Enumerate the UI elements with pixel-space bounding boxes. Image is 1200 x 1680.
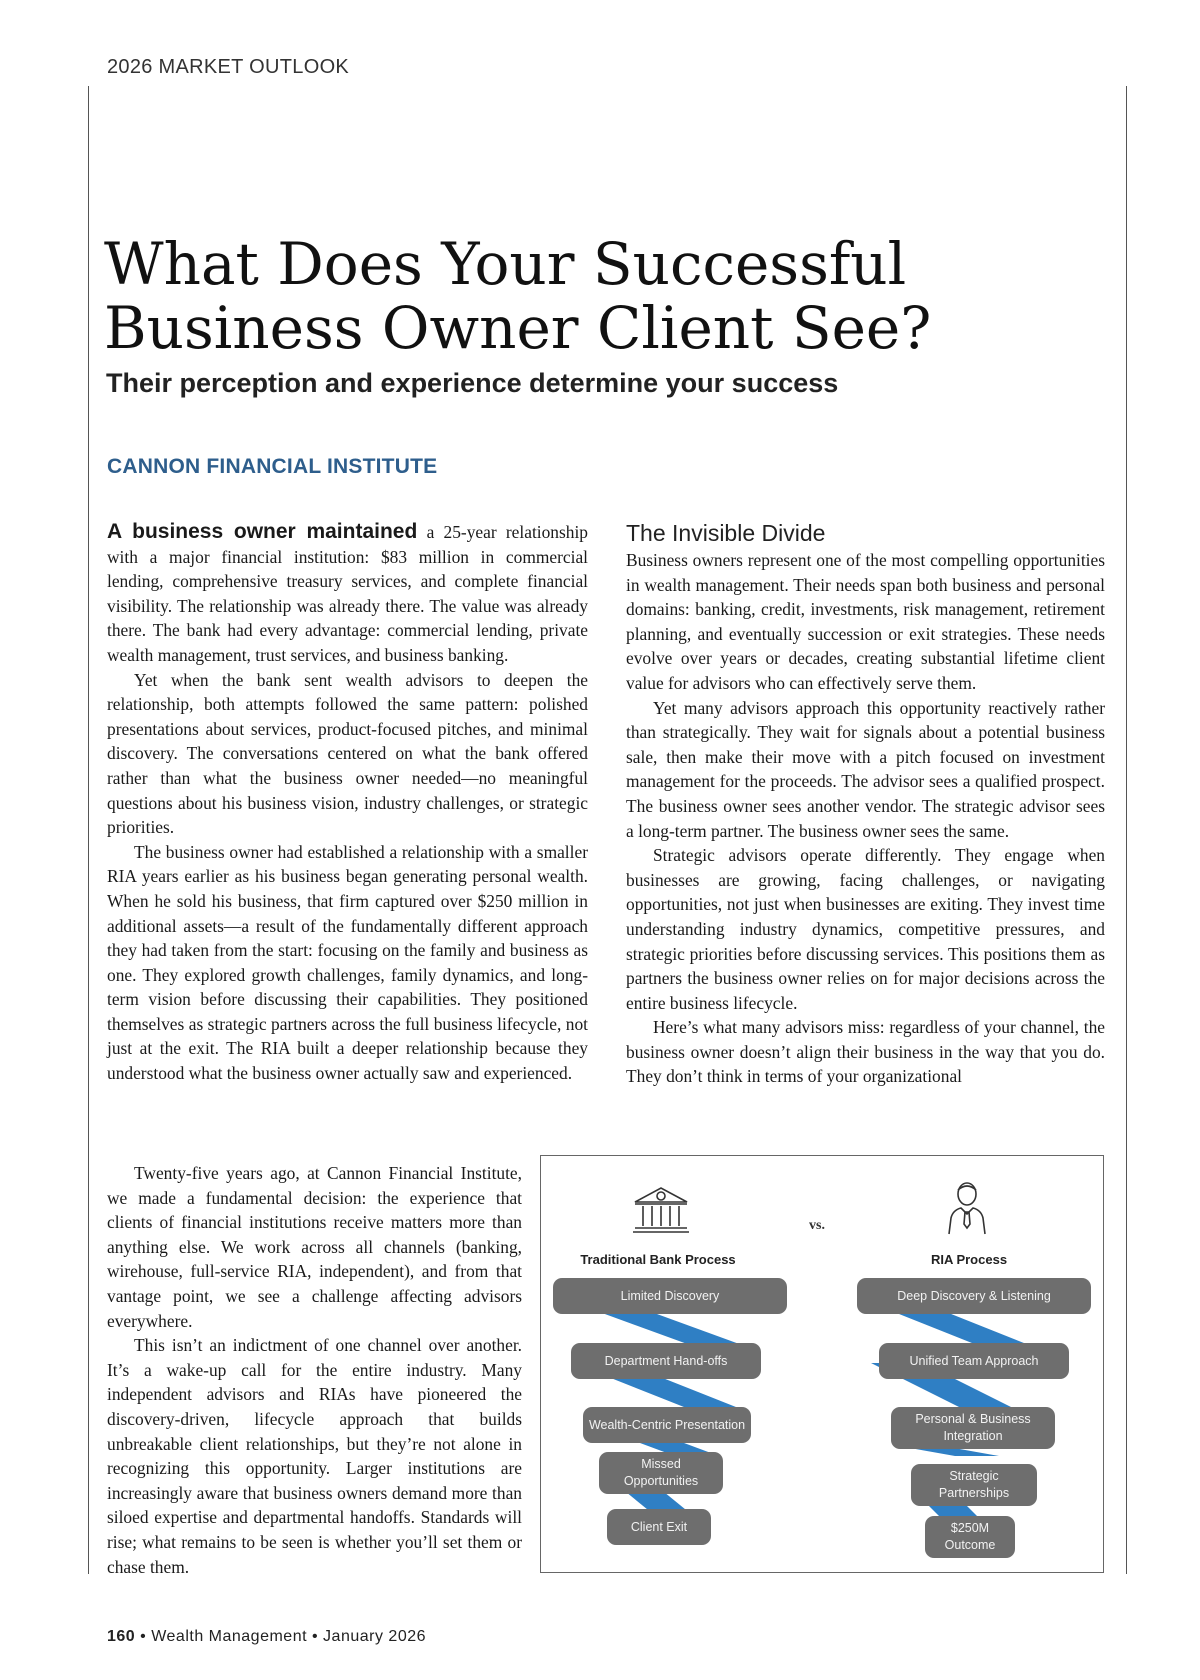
- right-step-1: Deep Discovery & Listening: [857, 1278, 1091, 1314]
- traditional-bank-title: Traditional Bank Process: [580, 1252, 736, 1267]
- section-heading: The Invisible Divide: [626, 520, 826, 546]
- left-step-5: Client Exit: [607, 1509, 711, 1545]
- right-paragraph-1: Business owners represent one of the most compelling opportunities in wealth management. Their needs span both business and personal domains: banking, credit, investments, risk management, retirement planning, and eventually succession or exit strategies. These needs evolve over years or decades, creating substantial lifetime client value for advisors who can effectively serve them.: [626, 550, 1105, 693]
- bank-building-icon: [633, 1188, 689, 1232]
- paragraph-1-text: a 25-year relationship with a major financial institution: $83 million in commercial lending, comprehensive treasury services, and complete financial visibility. The relationship was already there. The value was already there. The bank had every advantage: commercial lending, private wealth management, trust services, and business banking.: [107, 522, 588, 665]
- left-column-top: [107, 520, 588, 1086]
- page-number: 160: [107, 1628, 136, 1645]
- right-step-4: Strategic Partnerships: [911, 1464, 1037, 1506]
- process-comparison-figure: [540, 1155, 1104, 1573]
- paragraph-5: This isn’t an indictment of one channel over another. It’s a wake-up call for the entire industry. Many independent advisors and RIAs have pioneered the discovery-driven, lifecycle approach that builds unbreakable client relationships, but they’re not alone in recognizing this opportunity. Larger institutions are increasingly aware that business owners demand more than siloed expertise and departmental handoffs. Standards will rise; what remains to be seen is whether you’ll set them or chase them.: [107, 1335, 522, 1577]
- paragraph-4: Twenty-five years ago, at Cannon Financial Institute, we made a fundamental decision: the experience that clients of financial institutions receive matters more than anything else. We work across all channels (banking, wirehouse, full-service RIA, independent), and from that vantage point, we see a challenge affecting advisors everywhere.: [107, 1163, 522, 1331]
- lead-in: A business owner maintained: [107, 520, 418, 543]
- article-byline: CANNON FINANCIAL INSTITUTE: [107, 455, 438, 478]
- publication-name: Wealth Management: [151, 1628, 308, 1645]
- section-header: 2026 MARKET OUTLOOK: [107, 56, 350, 78]
- businessman-icon: [949, 1183, 985, 1234]
- right-margin-rule: [1126, 86, 1127, 1574]
- left-step-1: Limited Discovery: [553, 1278, 787, 1314]
- right-paragraph-2: Yet many advisors approach this opportunity reactively rather than strategically. They wait for signals about a potential business sale, then make their move with a pitch focused on investment management for the proceeds. The advisor sees a qualified prospect. The business owner sees another vendor. The strategic advisor sees a long-term partner. The business owner sees the same.: [626, 697, 1105, 841]
- right-paragraph-4: Here’s what many advisors miss: regardless of your channel, the business owner doesn’t align their business in the way that you do. They don’t think in terms of your organizational: [626, 1017, 1105, 1087]
- right-step-3: Personal & Business Integration: [891, 1407, 1055, 1449]
- right-paragraph-3: Strategic advisors operate differently. They engage when businesses are growing, facing challenges, or navigating opportunities, not just when businesses are exiting. They invest time understanding industry dynamics, competitive pressures, and strategic priorities before discussing services. This positions them as partners the business owner relies on for major decisions across the entire business lifecycle.: [626, 845, 1105, 1013]
- right-column: [626, 520, 1105, 1089]
- right-step-5: $250M Outcome: [925, 1516, 1015, 1558]
- left-step-2: Department Hand-offs: [571, 1343, 761, 1379]
- paragraph-3: The business owner had established a relationship with a smaller RIA years earlier as his business began generating personal wealth. When he sold his business, that firm captured over $250 million in additional assets—a result of the fundamentally different approach they had taken from the start: focusing on the family and business as one. They explored growth challenges, family dynamics, and long-term vision before discussing their capabilities. They positioned themselves as strategic partners across the full business lifecycle, not just at the exit. The RIA built a deeper relationship because they understood what the business owner actually saw and experienced.: [107, 841, 588, 1084]
- left-column-bottom: [107, 1161, 522, 1579]
- article-title: What Does Your Successful Business Owner Client See?: [104, 230, 932, 362]
- ria-process-title: RIA Process: [930, 1252, 1008, 1267]
- issue-date: January 2026: [323, 1628, 427, 1645]
- article-subtitle: Their perception and experience determine your success: [106, 368, 839, 398]
- left-step-4: Missed Opportunities: [599, 1452, 723, 1494]
- right-step-2: Unified Team Approach: [879, 1343, 1069, 1379]
- page-footer: 160 • Wealth Management • January 2026: [107, 1628, 427, 1645]
- vs-label: vs.: [809, 1218, 825, 1233]
- left-step-3: Wealth-Centric Presentation: [583, 1407, 751, 1443]
- paragraph-2: Yet when the bank sent wealth advisors to deepen the relationship, both attempts followed the same pattern: polished presentations about services, product-focused pitches, and minimal discovery. The conversations centered on what the bank offered rather than what the business owner needed—no meaningful questions about his business vision, industry challenges, or strategic priorities.: [107, 669, 588, 838]
- paragraph-1: [107, 520, 588, 668]
- left-margin-rule: [88, 86, 89, 1574]
